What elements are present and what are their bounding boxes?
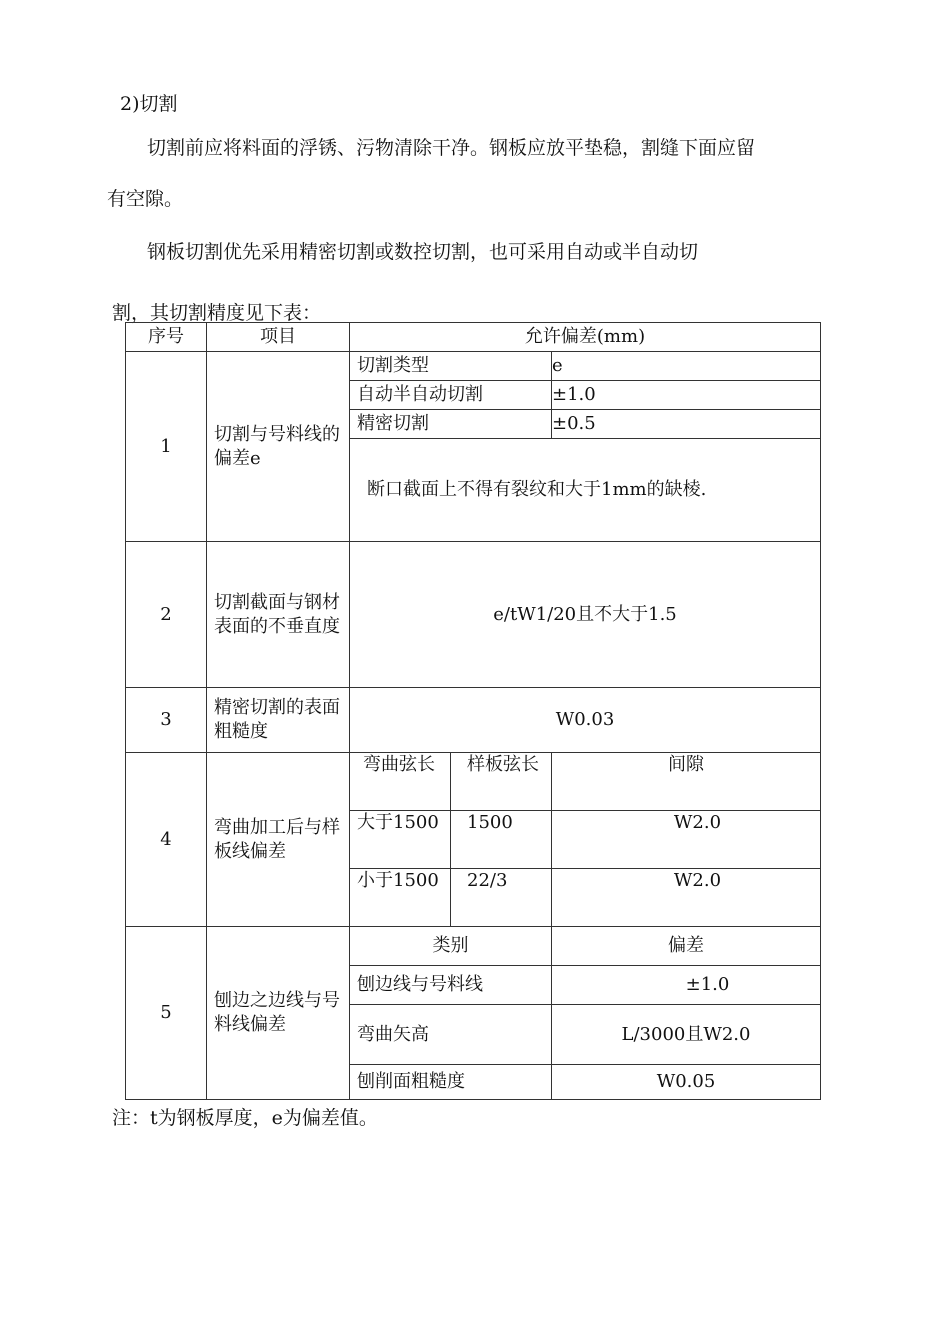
row-item: 切割与号料线的偏差e [207,352,350,542]
row-item: 刨边之边线与号料线偏差 [207,927,350,1100]
sub-cell: 小于1500 [350,869,451,927]
sub-cell: 刨削面粗糙度 [350,1065,552,1100]
row-item: 精密切割的表面粗糙度 [207,688,350,753]
sub-value: ±1.0 [552,381,821,410]
sub-label: 自动半自动切割 [350,381,552,410]
table-row [126,542,821,688]
table-header-row [126,323,821,352]
table-footnote: 注：t为钢板厚度，e为偏差值。 [112,1107,378,1129]
sub-cell: 刨边线与号料线 [350,966,552,1005]
row-number: 4 [126,753,207,927]
paragraph-line: 钢板切割优先采用精密切割或数控切割，也可采用自动或半自动切 [147,241,699,263]
table-row [126,352,821,381]
row-value: W0.03 [350,688,821,753]
sub-header: 偏差 [552,927,821,966]
sub-cell: ±1.0 [552,966,821,1005]
sub-cell: W0.05 [552,1065,821,1100]
sub-cell: 22/3 [451,869,552,927]
table-row [126,753,821,811]
sub-header: 类别 [350,927,552,966]
header-tolerance: 允许偏差(mm) [350,323,821,352]
sub-cell: W2.0 [552,811,821,869]
sub-cell: 大于1500 [350,811,451,869]
paragraph-line: 有空隙。 [107,188,184,210]
row-number: 2 [126,542,207,688]
sub-label: 切割类型 [350,352,552,381]
row-item: 切割截面与钢材表面的不垂直度 [207,542,350,688]
header-item: 项目 [207,323,350,352]
row-number: 3 [126,688,207,753]
sub-header: 样板弦长 [451,753,552,811]
row-note: 断口截面上不得有裂纹和大于1mm的缺棱. [350,439,821,542]
row-item: 弯曲加工后与样板线偏差 [207,753,350,927]
row-number: 1 [126,352,207,542]
paragraph-line: 割，其切割精度见下表： [112,302,322,324]
sub-cell: W2.0 [552,869,821,927]
row-number: 5 [126,927,207,1100]
sub-cell: 弯曲矢高 [350,1005,552,1065]
sub-label: 精密切割 [350,410,552,439]
section-heading: 2)切割 [120,93,178,115]
sub-header: 弯曲弦长 [350,753,451,811]
sub-cell: 1500 [451,811,552,869]
paragraph-line: 切割前应将料面的浮锈、污物清除干净。钢板应放平垫稳，割缝下面应留 [147,137,756,159]
cutting-tolerance-table [125,322,821,1100]
header-no: 序号 [126,323,207,352]
sub-cell: L/3000且W2.0 [552,1005,821,1065]
row-value: e/tW1/20且不大于1.5 [350,542,821,688]
table-row [126,927,821,966]
sub-header: 间隙 [552,753,821,811]
sub-value: ±0.5 [552,410,821,439]
sub-value: e [552,352,821,381]
table-row [126,688,821,753]
